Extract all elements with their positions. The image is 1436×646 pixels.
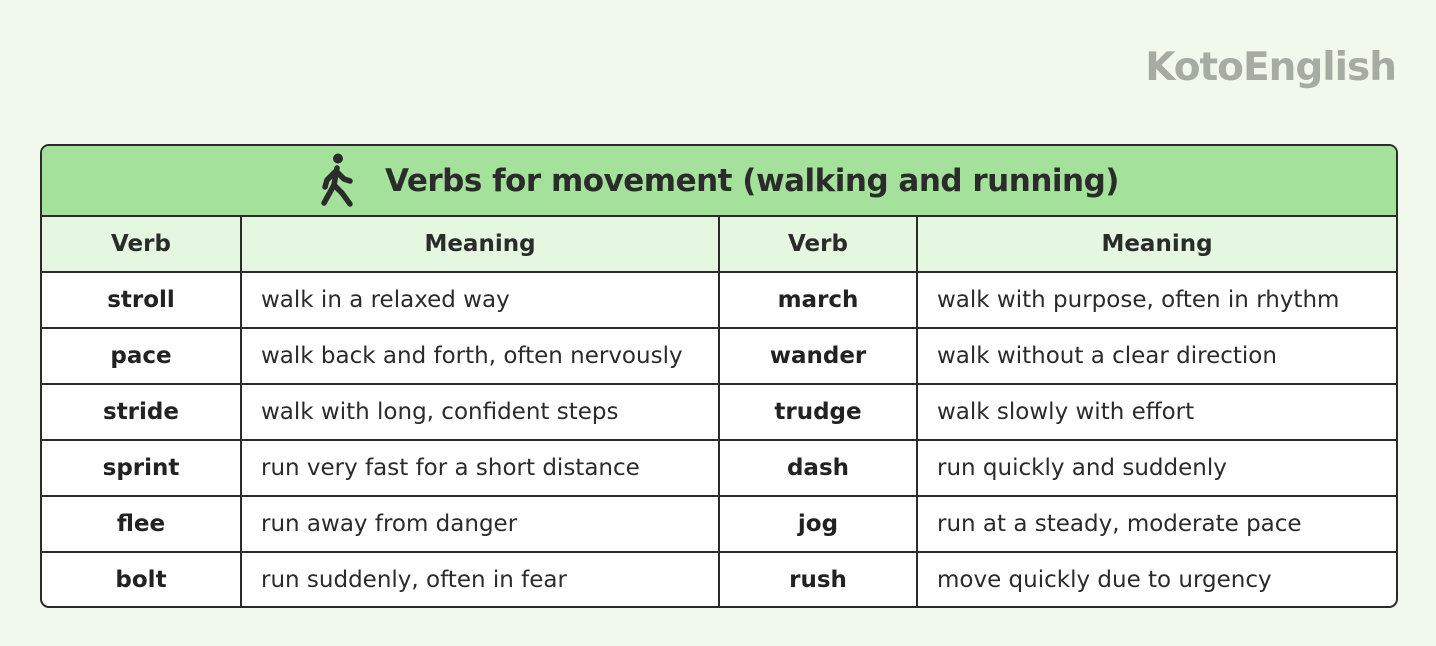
meaning-cell: walk with long, confident steps <box>241 384 719 440</box>
walking-person-icon <box>319 153 355 209</box>
table-row <box>42 552 1396 607</box>
column-header-meaning: Meaning <box>917 217 1396 272</box>
table-row <box>42 496 1396 552</box>
meaning-cell: walk with purpose, often in rhythm <box>917 272 1396 328</box>
verb-cell: pace <box>42 328 241 384</box>
meaning-cell: walk slowly with effort <box>917 384 1396 440</box>
table-row <box>42 328 1396 384</box>
verb-cell: march <box>719 272 917 328</box>
column-header-verb: Verb <box>719 217 917 272</box>
verb-cell: wander <box>719 328 917 384</box>
meaning-cell: run quickly and suddenly <box>917 440 1396 496</box>
meaning-cell: move quickly due to urgency <box>937 567 1272 593</box>
table-title: Verbs for movement (walking and running) <box>385 162 1119 199</box>
meaning-cell: run away from danger <box>241 496 719 552</box>
verb-cell: jog <box>719 496 917 552</box>
meaning-cell: walk back and forth, often nervously <box>241 328 719 384</box>
column-header-meaning: Meaning <box>241 217 719 272</box>
table-row <box>42 272 1396 328</box>
table-header-row <box>42 217 1396 272</box>
brand-logo: KotoEnglish <box>1145 45 1396 90</box>
table-title-bar <box>42 146 1396 217</box>
meaning-cell: run at a steady, moderate pace <box>917 496 1396 552</box>
meaning-cell: run very fast for a short distance <box>241 440 719 496</box>
verb-cell: rush <box>719 552 917 607</box>
table-row <box>42 440 1396 496</box>
table-row <box>42 384 1396 440</box>
verb-cell: sprint <box>42 440 241 496</box>
meaning-cell: walk without a clear direction <box>917 328 1396 384</box>
verb-cell: bolt <box>42 552 241 607</box>
column-header-verb: Verb <box>42 217 241 272</box>
verb-cell: flee <box>42 496 241 552</box>
verbs-table <box>42 217 1396 607</box>
vocabulary-table-card <box>40 144 1398 608</box>
verb-cell: dash <box>719 440 917 496</box>
verb-cell: stroll <box>42 272 241 328</box>
meaning-cell: run suddenly, often in fear <box>241 552 719 607</box>
meaning-cell: walk in a relaxed way <box>241 272 719 328</box>
verb-cell: trudge <box>719 384 917 440</box>
verb-cell: stride <box>42 384 241 440</box>
